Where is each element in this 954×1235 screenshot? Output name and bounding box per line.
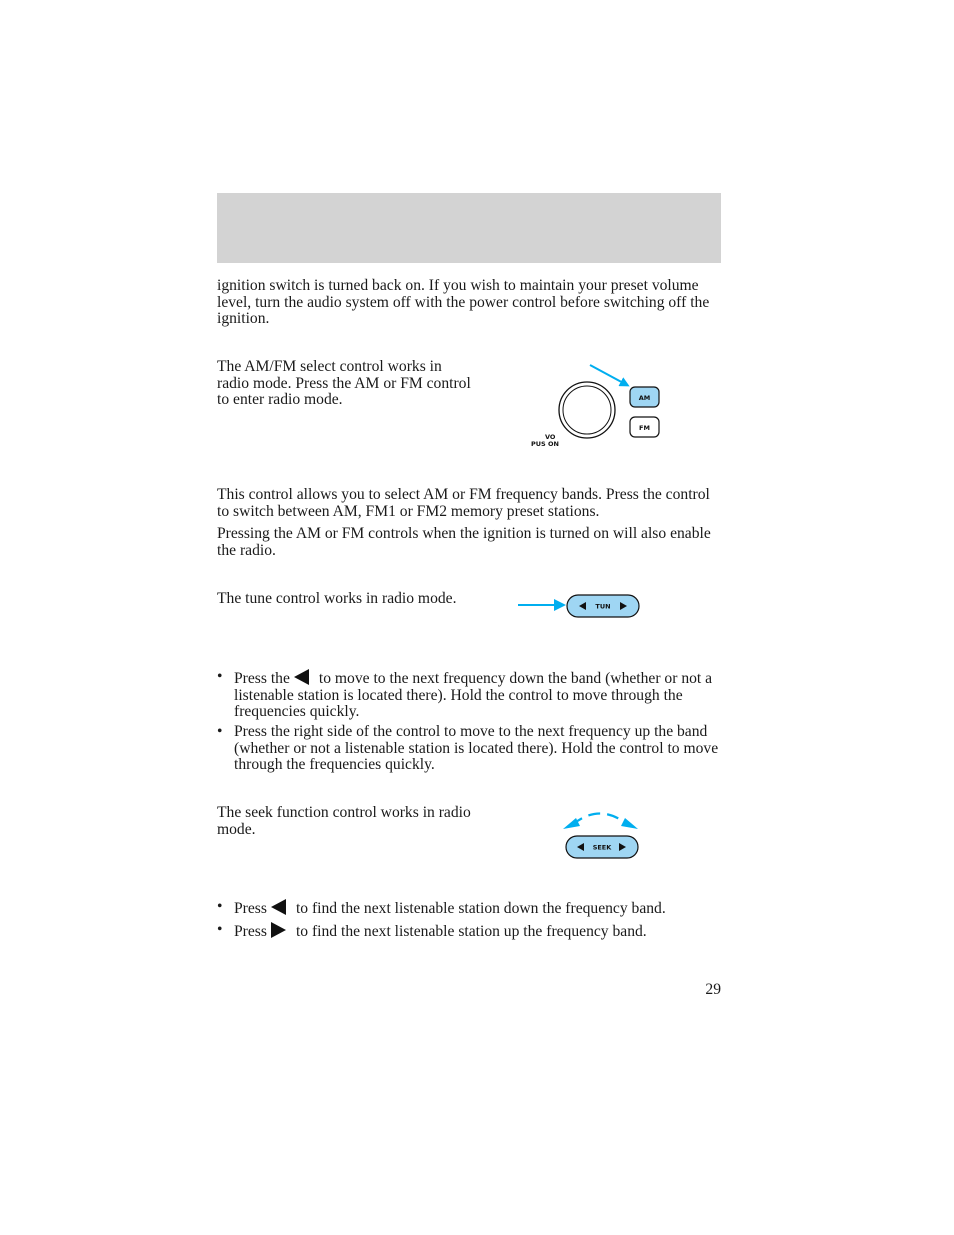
- page-number: 29: [705, 981, 721, 998]
- tune-button-label: TUN: [595, 602, 611, 611]
- vol-label: VO: [545, 433, 556, 441]
- bullet-dot: •: [217, 921, 223, 938]
- list-item: [217, 724, 722, 774]
- pointer-arrow: [590, 365, 627, 385]
- push-on-label: PUS ON: [531, 440, 559, 448]
- bullet-text-prefix: Press: [234, 923, 267, 940]
- seek-button-label: SEEK: [592, 843, 612, 852]
- bullet-text-prefix: Press: [234, 900, 267, 917]
- volume-knob-inner: [563, 386, 611, 434]
- bullet-text: to move to the next frequency down the band (whether or not a listenable station is located there). Hold the control to move through the frequencies quickly.: [234, 670, 713, 721]
- amfm-description-1: This control allows you to select AM or FM frequency bands. Press the control to switch between AM, FM1 or FM2 memory preset stations.: [217, 486, 710, 520]
- list-item: [217, 669, 722, 721]
- bullet-text: Press the right side of the control to move to the next frequency up the band (whether or not a listenable station is located there). Hold the control to move through the frequencies quickly.: [234, 723, 719, 774]
- bullet-dot: •: [217, 723, 223, 740]
- seek-caption: The seek function control works in radio mode.: [217, 804, 471, 838]
- section-header-bar: [217, 193, 721, 263]
- amfm-control-illustration: [525, 355, 675, 455]
- bullet-dot: •: [217, 668, 223, 685]
- tune-caption: The tune control works in radio mode.: [217, 590, 457, 607]
- bullet-dot: •: [217, 898, 223, 915]
- right-arrow-icon: [271, 922, 286, 938]
- tune-control-illustration: [515, 590, 645, 622]
- amfm-caption: The AM/FM select control works in radio mode. Press the AM or FM control to enter radio mode.: [217, 358, 471, 409]
- seek-arc-right-arrow-icon: [621, 818, 638, 829]
- list-item: [217, 899, 722, 918]
- seek-arc: [572, 814, 628, 826]
- intro-paragraph: ignition switch is turned back on. If you wish to maintain your preset volume level, turn the audio system off with the power control before switching off the ignition.: [217, 277, 710, 328]
- list-item: [217, 922, 722, 941]
- fm-button-label: FM: [639, 424, 650, 432]
- left-arrow-icon: [271, 899, 286, 915]
- bullet-text: to find the next listenable station down the frequency band.: [295, 900, 666, 917]
- seek-control-illustration: [558, 804, 648, 864]
- bullet-text: to find the next listenable station up the frequency band.: [295, 923, 647, 940]
- bullet-text-prefix: Press the: [234, 670, 290, 687]
- left-arrow-icon: [294, 669, 309, 685]
- amfm-description-2: Pressing the AM or FM controls when the ignition is turned on will also enable the radio.: [217, 525, 711, 559]
- am-button-label: AM: [638, 394, 651, 402]
